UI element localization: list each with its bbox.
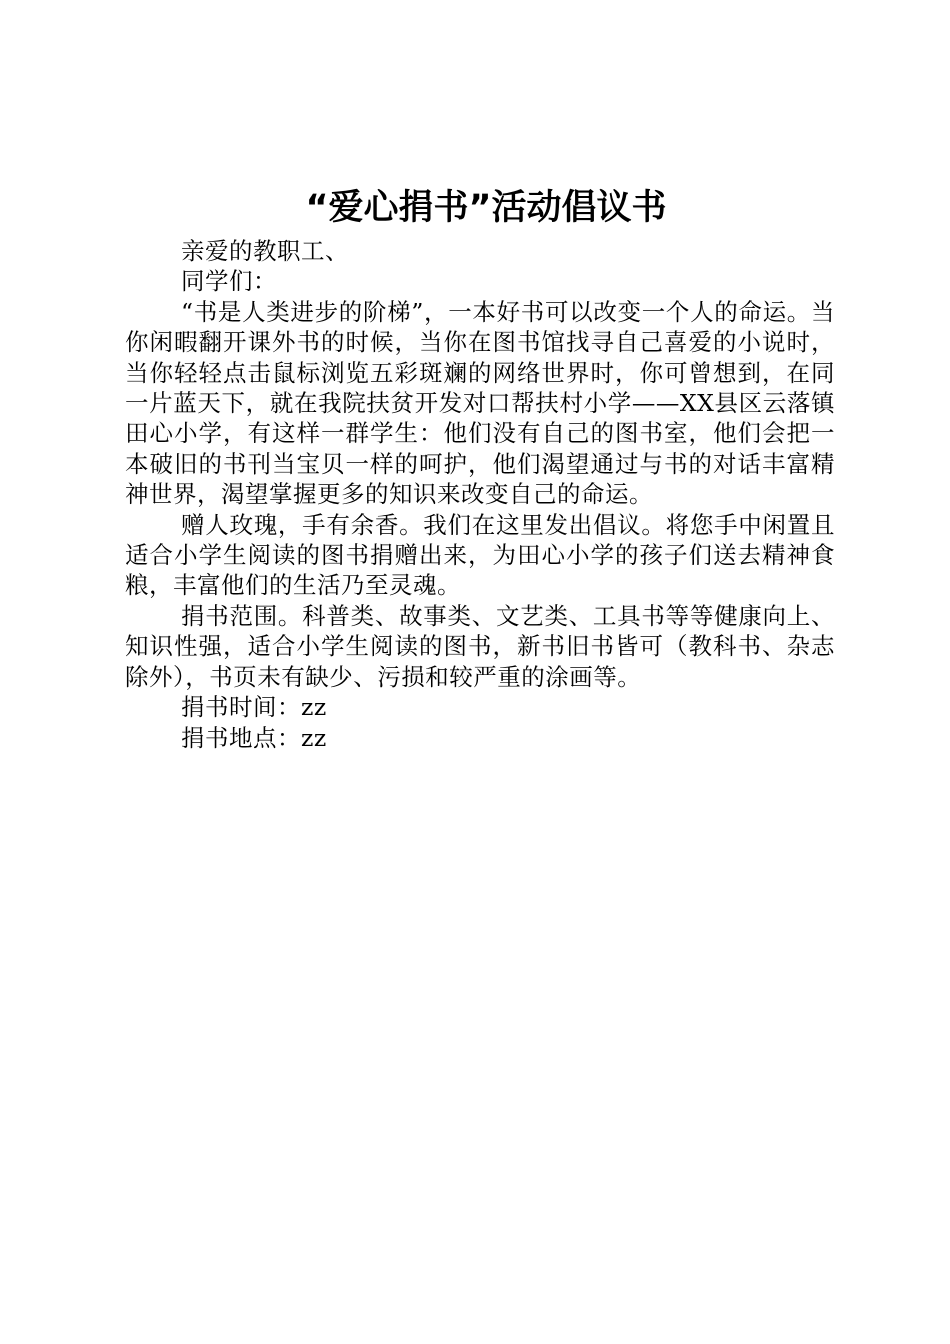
paragraph-scope: 捐书范围。科普类、故事类、文艺类、工具书等等健康向上、知识性强，适合小学生阅读的图书，新书旧书皆可（教科书、杂志除外），书页未有缺少、污损和较严重的涂画等。: [125, 601, 835, 691]
document-body: [125, 236, 835, 753]
salutation-line-2: 同学们：: [181, 267, 277, 296]
document-title: “爱心捐书”活动倡议书: [305, 188, 667, 228]
paragraph-intro: “书是人类进步的阶梯”，一本好书可以改变一个人的命运。当你闲暇翻开课外书的时候，当你在图书馆找寻自己喜爱的小说时，当你轻轻点击鼠标浏览五彩斑斓的网络世界时，你可曾想到，在同一片蓝天下，就在我院扶贫开发对口帮扶村小学——XX县区云落镇田心小学，有这样一群学生：他们没有自己的图书室，他们会把一本破旧的书刊当宝贝一样的呵护，他们渴望通过与书的对话丰富精神世界，渴望掌握更多的知识来改变自己的命运。: [125, 297, 835, 509]
donation-time: 捐书时间：zz: [181, 693, 327, 722]
paragraph-appeal: 赠人玫瑰，手有余香。我们在这里发出倡议。将您手中闲置且适合小学生阅读的图书捐赠出来，为田心小学的孩子们送去精神食粮，丰富他们的生活乃至灵魂。: [125, 510, 835, 600]
salutation-line-1: 亲爱的教职工、: [181, 237, 349, 265]
donation-place: 捐书地点：zz: [181, 723, 327, 752]
